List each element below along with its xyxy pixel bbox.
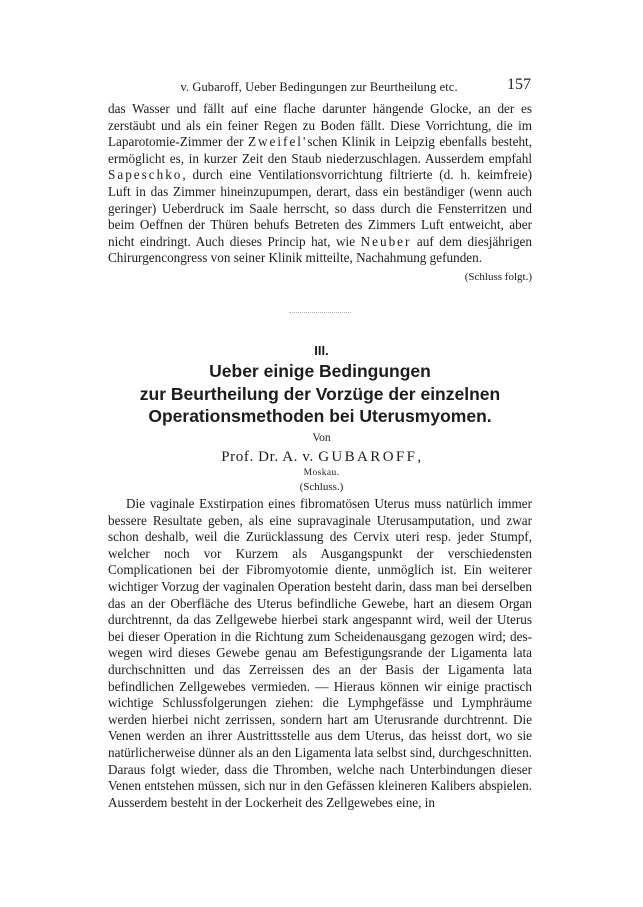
author-city: Moskau. <box>303 468 340 478</box>
author-line <box>0 449 643 466</box>
continuation-paragraph <box>108 101 532 286</box>
continuation-text-3: , durch eine Ventilationsvorrichtung filtrierte (d. h. keimfreie) Luft in das Zimmer hineinzupumpen, derart, dass ein beständiger (wenn auch geringer) Ueberdruck im Saale herrscht, so dass durch die Fensterritzen und beim Oeffnen der Thüren behufs Betreten des Zimmers Luft entweicht, aber nicht eindringt. Auch dieses Princip hat, wie <box>108 167 532 249</box>
title-line-2: zur Beurtheilung der Vorzüge der einzelnen <box>139 383 501 404</box>
continuation-text-4: auf dem diesjährigen Chirurgencongress von seiner Klinik mitteilte, Nachahmung gefunden. <box>108 233 532 266</box>
page-number: 157 <box>507 76 531 93</box>
title-line-1: Ueber einige Bedingungen <box>209 361 431 381</box>
section-number: III. <box>314 343 329 358</box>
article-body-paragraph: Die vaginale Exstirpation eines fibromatösen Uterus muss natürlich immer bessere Resultate geben, als eine supravaginale Uterusamputation, und zwar schon deshalb, weil die Zurücklassung des Cervix uteri resp. jeder Stumpf, welcher noch vor Kurzem als Ausgangspunkt der verschiedensten Complicationen bei der Fibromyotomie diente, unmöglich ist. Ein weiterer wichtiger Vorzug der vaginalen Operation besteht darin, dass man bei derselben das an der Oberfläche des Uterus befindliche Gewebe, hart an diesem Organ durchtrennt, da das Zellgewebe hierbei stark angespannt wird, weil der Uterus bei dieser Operation in die Richtung zum Scheidenausgang gezogen wird; deswegen wird dieses Gewebe genau am Befestigungsrande der Ligamenta lata durchschnitten und das Zerreissen des an der Basis der Ligamenta lata befindlichen Zellgewebes vermieden. — Hieraus können wir einige practisch wichtige Schlussfolgerungen ziehen: die Lymphgefässe und Lymphräume werden hierbei nicht zerrissen, sondern hart am Uterusrande durchtrennt. Die Venen werden an ihrer Austrittsstelle aus dem Uterus, das heisst dort, wo sie natürlicherweise dünner als an den Ligamenta lata selbst sind, durchgeschnitten. Daraus folgt wieder, dass die Thromben, welche nach Unterbindungen dieser Venen entstehen müssen, sich nur in den Gefässen kleineren Kalibers abspielen. Ausserdem besteht in der Lockerheit des Zellgewebes eine, in <box>108 496 532 810</box>
author-prefix: Prof. Dr. A. v. <box>221 449 319 465</box>
section-divider <box>289 312 351 313</box>
title-line-3: Operationsmethoden bei Uterusmyomen. <box>148 406 492 426</box>
conclusion-note: (Schluss.) <box>299 481 344 493</box>
to-be-continued-note: (Schluss folgt.) <box>464 270 532 283</box>
byline-von: Von <box>312 432 331 444</box>
author-name: GUBAROFF <box>318 449 418 465</box>
name-neuber: Neuber <box>360 233 412 249</box>
name-sapeschko: Sapeschko <box>108 167 183 183</box>
name-zweifel: Zweifel' <box>247 134 308 150</box>
continuation-text-1: das Wasser und fällt auf eine flache darunter hängende Glocke, an der es zerstäubt und als ein feiner Regen zu Boden fällt. Diese Vorrichtung, die im Laparotomie-Zimmer der <box>108 101 532 150</box>
author-suffix: , <box>417 449 422 465</box>
continuation-text-2: schen Klinik in Leipzig ebenfalls besteht, ermöglicht es, in kurzer Zeit den Staub niederzuschlagen. Ausserdem empfahl <box>108 134 532 166</box>
running-header: v. Gubaroff, Ueber Bedingungen zur Beurtheilung etc. <box>180 80 458 94</box>
article-title <box>120 360 520 428</box>
